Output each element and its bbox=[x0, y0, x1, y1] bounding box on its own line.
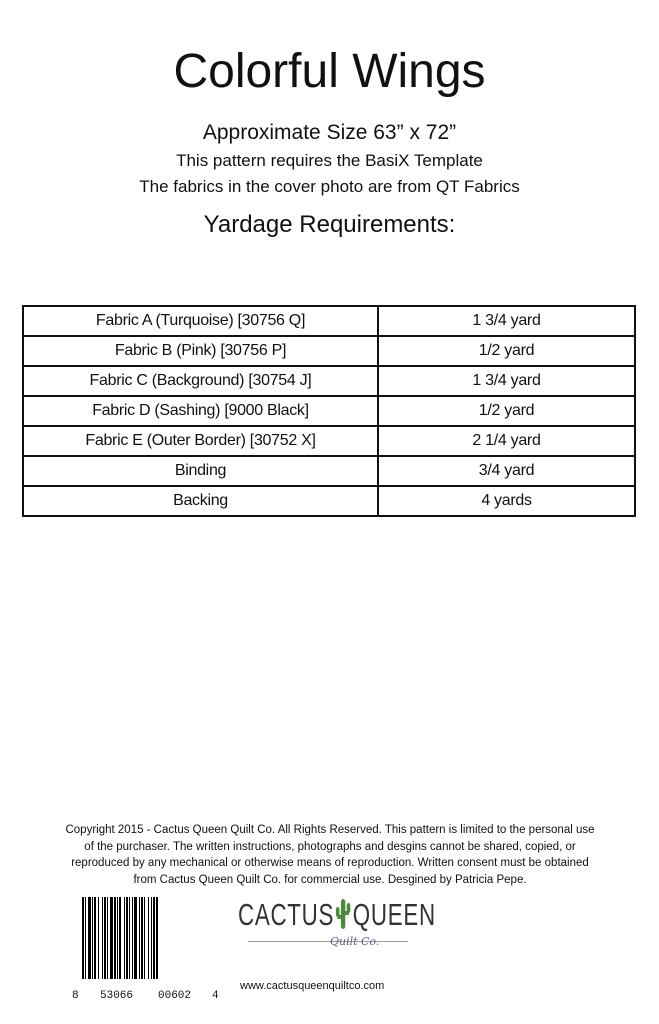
barcode-bar bbox=[114, 897, 116, 979]
yardage-heading: Yardage Requirements: bbox=[203, 211, 456, 238]
barcode-bar bbox=[124, 897, 125, 979]
barcode-bar bbox=[102, 897, 103, 979]
logo-word-cactus: CACTUS bbox=[238, 897, 335, 932]
logo-divider bbox=[248, 941, 408, 942]
logo-word-queen: QUEEN bbox=[352, 897, 436, 932]
copyright-line: of the purchaser. The written instructions, photographs and desgins cannot be shared, copied, or bbox=[84, 840, 576, 853]
cactus-queen-logo bbox=[238, 895, 436, 955]
table-row bbox=[23, 336, 635, 366]
barcode-bar bbox=[126, 897, 128, 979]
fabric-note: The fabrics in the cover photo are from QT Fabrics bbox=[139, 177, 520, 196]
amount-cell: 4 yards bbox=[378, 486, 635, 516]
fabric-cell: Fabric A (Turquoise) [30756 Q] bbox=[23, 306, 378, 336]
barcode bbox=[80, 897, 210, 979]
barcode-bar bbox=[129, 897, 130, 979]
approximate-size: Approximate Size 63” x 72” bbox=[202, 121, 457, 144]
barcode-bar bbox=[104, 897, 106, 979]
barcode-digit: 8 bbox=[72, 990, 79, 1002]
fabric-cell: Fabric D (Sashing) [9000 Black] bbox=[23, 396, 378, 426]
barcode-bar bbox=[94, 897, 96, 979]
barcode-bar bbox=[139, 897, 140, 979]
website-url[interactable]: www.cactusqueenquiltco.com bbox=[240, 980, 385, 992]
amount-cell: 1 3/4 yard bbox=[378, 366, 635, 396]
barcode-bar bbox=[110, 897, 113, 979]
logo-subtitle: Quilt Co. bbox=[330, 935, 380, 948]
amount-cell: 1 3/4 yard bbox=[378, 306, 635, 336]
page-title: Colorful Wings bbox=[173, 45, 486, 98]
table-row bbox=[23, 426, 635, 456]
amount-cell: 1/2 yard bbox=[378, 396, 635, 426]
barcode-bar bbox=[134, 897, 137, 979]
barcode-bar bbox=[151, 897, 152, 979]
cactus-icon bbox=[336, 897, 352, 931]
fabric-cell: Fabric E (Outer Border) [30752 X] bbox=[23, 426, 378, 456]
fabric-cell: Fabric B (Pink) [30756 P] bbox=[23, 336, 378, 366]
barcode-digit: 00602 bbox=[158, 990, 192, 1002]
barcode-digit: 4 bbox=[212, 990, 219, 1002]
table-row bbox=[23, 306, 635, 336]
barcode-bar bbox=[148, 897, 149, 979]
fabric-cell: Binding bbox=[23, 456, 378, 486]
amount-cell: 1/2 yard bbox=[378, 336, 635, 366]
barcode-bar bbox=[132, 897, 133, 979]
barcode-bar bbox=[88, 897, 91, 979]
template-note: This pattern requires the BasiX Template bbox=[176, 151, 483, 170]
barcode-bar bbox=[92, 897, 93, 979]
amount-cell: 2 1/4 yard bbox=[378, 426, 635, 456]
copyright-line: from Cactus Queen Quilt Co. for commercial use. Desgined by Patricia Pepe. bbox=[133, 873, 527, 886]
barcode-bar bbox=[117, 897, 118, 979]
yardage-table bbox=[22, 305, 636, 517]
copyright-notice bbox=[30, 822, 630, 888]
barcode-bar bbox=[141, 897, 143, 979]
barcode-bar bbox=[119, 897, 121, 979]
fabric-cell: Backing bbox=[23, 486, 378, 516]
barcode-digit: 53066 bbox=[100, 990, 134, 1002]
barcode-bar bbox=[144, 897, 145, 979]
table-row bbox=[23, 366, 635, 396]
table-row bbox=[23, 456, 635, 486]
barcode-bar bbox=[85, 897, 86, 979]
barcode-bar bbox=[156, 897, 158, 979]
barcode-bar bbox=[107, 897, 108, 979]
table-row bbox=[23, 396, 635, 426]
copyright-line: Copyright 2015 - Cactus Queen Quilt Co. All Rights Reserved. This pattern is limited to the personal use bbox=[65, 824, 595, 836]
table-row bbox=[23, 486, 635, 516]
barcode-bar bbox=[82, 897, 84, 979]
amount-cell: 3/4 yard bbox=[378, 456, 635, 486]
copyright-line: reproduced by any mechanical or otherwise means of reproduction. Written consent must be obtained bbox=[71, 857, 589, 869]
fabric-cell: Fabric C (Background) [30754 J] bbox=[23, 366, 378, 396]
barcode-bar bbox=[98, 897, 99, 979]
barcode-bar bbox=[153, 897, 155, 979]
